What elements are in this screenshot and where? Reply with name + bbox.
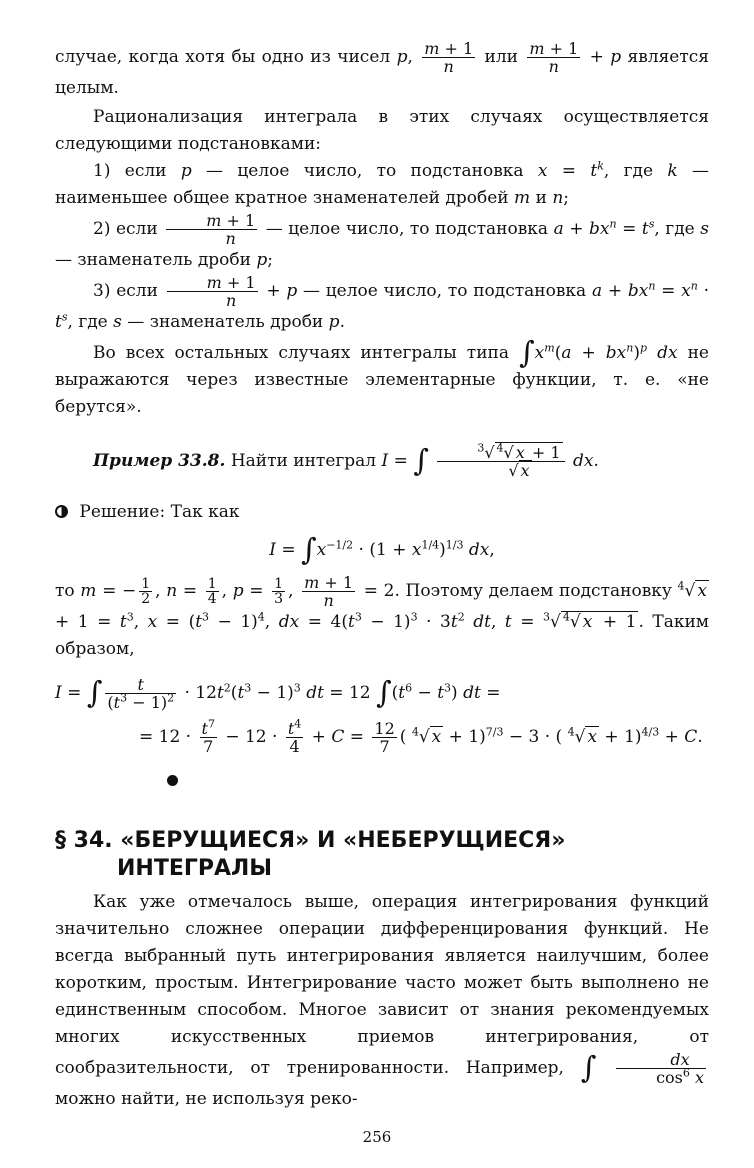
example-title: Пример 33.8.	[93, 451, 226, 471]
text: является	[627, 47, 710, 67]
text: , где	[603, 161, 654, 181]
paragraph-substitution: то m = − $\frac{1}{2}$ , n = $\frac{1}{4}$ , p = $\frac{1}{3}$ , $\frac{m + 1}{n}$ = 2. Поэтому делаем подстановку $^4$√ $x + 1 = t^3$, $x = (t^3 - 1)^4$, dx = $4(t^3 - 1)^3 \cdot 3t^2$ dt, t = $^3$√ $^4$√ x + 1 . Таким образом,	[55, 573, 710, 659]
text: Как уже отмечалось выше, операция интегрирования функций значительно сложнее операции дифференцирования функций. Не всегда выбранный путь интегрирования является наилучшим, более коротким, простым. Интегрирование часто может быть выполнено не единственным способом. Многое зависит от знания рекомендуемых многих искусственных приемов интегрирования, от сообразительности, от тренированности. Например,	[55, 892, 709, 1078]
fraction: $\frac{m + 1}{n}$	[304, 573, 354, 610]
paragraph-section-34	[55, 889, 709, 1113]
fraction: $\frac{m + 1}{n}$	[529, 39, 579, 76]
case-3: 3) если $\frac{m + 1}{n}$ + p — целое число, то подстановка $a + bx^n = x^n \cdot t^s$, где s — знаменатель дроби p.	[55, 273, 709, 332]
text: 3) если	[93, 281, 158, 301]
fraction: $\frac{m + 1}{n}$	[167, 274, 258, 309]
text: или	[484, 47, 518, 67]
case-1: 1) если p — целое число, то подстановка $x = t^k$, где k — наименьшее общее кратное знаменателей дробей m и n;	[55, 159, 710, 208]
solution-label: Решение:	[79, 502, 166, 522]
formula-integrand: $I = \int x^{-1/2} \cdot (1 + x^{1/4})^{1/3}$ dx,	[269, 532, 495, 568]
text: можно найти, не используя реко-	[55, 1089, 358, 1109]
solution-end-icon	[167, 775, 178, 786]
text: — знаменатель дроби	[127, 312, 324, 332]
formula-computation-2: = 12 · $\frac{t^7}{7}$ − 12 · $\frac{t^4}{4}$ + C = $\frac{12}{7}$ ( $^4$√ x + 1)$^{7/3}$ − 3 · ( $^4$√ x + 1)$^{4/3}$ + C.	[55, 715, 709, 803]
integral-sign: ∫	[413, 443, 429, 479]
page-number: 256	[362, 1128, 392, 1146]
text: случае, когда хотя бы одно из чисел	[55, 47, 391, 67]
text: , где	[654, 219, 695, 239]
section-title-line1: § 34. «БЕРУЩИЕСЯ» И «НЕБЕРУЩИЕСЯ»	[55, 828, 566, 853]
text: — целое число, то подстановка	[265, 219, 549, 239]
page-content	[55, 40, 709, 1113]
text: Так как	[170, 502, 240, 522]
fraction: $\frac{^3√ ^4√ x + 1}{√ x}$	[437, 444, 564, 479]
solution-start-icon	[55, 505, 68, 518]
section-heading	[55, 827, 709, 883]
integral-sign: ∫	[519, 335, 535, 371]
text: . Таким	[638, 612, 710, 632]
text: то	[55, 581, 75, 601]
text: — знаменатель дроби	[55, 250, 251, 270]
paragraph-intro: случае, когда хотя бы одно из чисел p, $\frac{m + 1}{n}$ или $\frac{m + 1}{n}$ + p является целым.	[55, 39, 710, 98]
text: Во всех остальных случаях интегралы типа	[93, 343, 509, 363]
formula-computation-1: I = ∫ $\frac{t}{(t^3 - 1)^2}$ · $12t^2(t^3 - 1)^3$ dt = 12 $\int(t^6 - t^3)$ dt =	[55, 675, 501, 712]
solution-line	[55, 499, 709, 526]
fraction: $\frac{m + 1}{n}$	[424, 39, 474, 76]
text: не выражаются через известные элементарные функции, т. е. «не берутся».	[55, 343, 709, 417]
text: 2) если	[93, 219, 158, 239]
paragraph-rationalization: Рационализация интеграла в этих случаях осуществляется следующими подстановками:	[55, 107, 709, 154]
fraction: $\frac{m + 1}{n}$	[166, 212, 257, 247]
text: образом,	[55, 639, 135, 659]
paragraph-nonelementary: Во всех остальных случаях интегралы типа $\int x^m(a + bx^n)^p$ dx не выражаются через известные элементарные функции, т. е. «не берутся».	[55, 335, 709, 417]
fraction: $\frac{dx}{\cos^6 x}$	[616, 1051, 706, 1086]
text: Найти интеграл	[230, 451, 377, 471]
text: — целое число, то подстановка	[302, 281, 587, 301]
integral-sign: ∫	[580, 1050, 597, 1086]
example-33-8: Пример 33.8. Найти интеграл I = ∫ $\frac{^3√ ^4√ x + 1}{√ x}$ dx.	[93, 441, 599, 480]
text: и	[535, 188, 547, 208]
text: — целое число, то подстановка	[206, 161, 524, 181]
text: 1) если	[93, 161, 167, 181]
text: — наименьшее общее кратное знаменателей дробей	[55, 161, 710, 208]
text: целым.	[55, 78, 119, 98]
text: где	[78, 312, 108, 332]
text: = 2. Поэтому делаем подстановку	[363, 581, 672, 601]
case-2: 2) если $\frac{m + 1}{n}$ — целое число, то подстановка $a + bx^n = t^s$, где s — знаменатель дроби p;	[55, 211, 710, 270]
section-title-line2: ИНТЕГРАЛЫ	[117, 856, 273, 881]
